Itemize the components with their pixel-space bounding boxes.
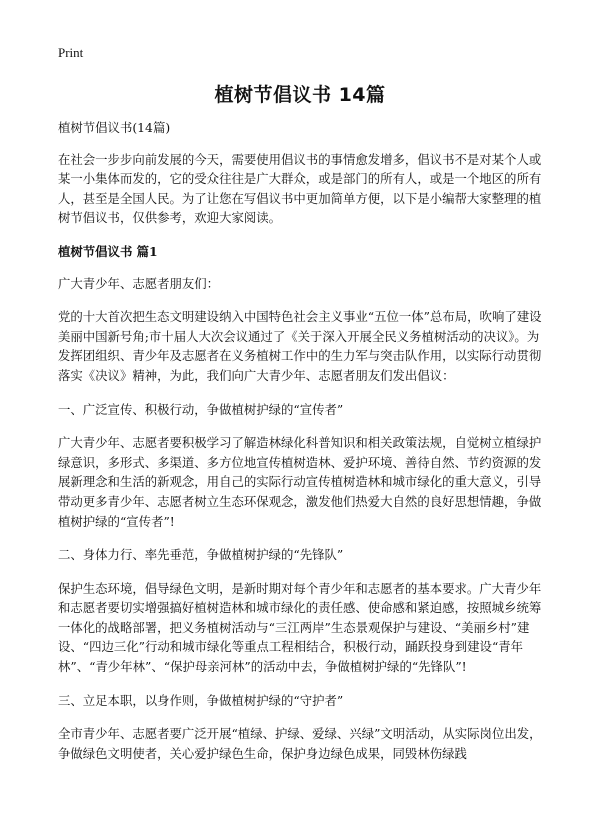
- body-paragraph: 广大青少年、志愿者要积极学习了解造林绿化科普知识和相关政策法规，自觉树立植绿护绿意识，多形式、多渠道、多方位地宣传植树造林、爱护环境、善待自然、节约资源的发展新理念和生活的新观念，用自己的实际行动宣传植树造林和城市绿化的重大意义，引导带动更多青少年、志愿者树立生态环保观念，激发他们热爱大自然的良好思想情趣，争做植树护绿的“宣传者”!: [58, 435, 542, 529]
- body-paragraph: 党的十大首次把生态文明建设纳入中国特色社会主义事业“五位一体”总布局，吹响了建设美丽中国新号角;市十届人大次会议通过了《关于深入开展全民义务植树活动的决议》。为发挥团组织、青少年及志愿者在义务植树工作中的生力军与突击队作用，以实际行动贯彻落实《决议》精神，为此，我们向广大青少年、志愿者朋友们发出倡议：: [58, 309, 542, 383]
- body-paragraph: 全市青少年、志愿者要广泛开展“植绿、护绿、爱绿、兴绿”文明活动，从实际岗位出发，争做绿色文明使者，关心爱护绿色生命，保护身边绿色成果，同毁林伤绿践: [58, 726, 542, 761]
- body-paragraph: 保护生态环境，倡导绿色文明，是新时期对每个青少年和志愿者的基本要求。广大青少年和志愿者要切实增强搞好植树造林和城市绿化的责任感、使命感和紧迫感，按照城乡统筹一体化的战略部署，把义务植树活动与“三江两岸”生态景观保护与建设、“美丽乡村”建设、“四边三化”行动和城市绿化等重点工程相结合，积极行动，踊跃投身到建设“青年林”、“青少年林”、“保护母亲河林”的活动中去，争做植树护绿的“先锋队”!: [58, 580, 542, 675]
- point-heading: 一、广泛宣传、积极行动，争做植树护绿的“宣传者”: [58, 401, 344, 417]
- print-link[interactable]: Print: [58, 45, 84, 60]
- point-heading: 三、立足本职，以身作则，争做植树护绿的“守护者”: [58, 692, 344, 708]
- section-heading: 植树节倡议书 篇1: [58, 243, 158, 259]
- point-heading: 二、身体力行、率先垂范，争做植树护绿的“先锋队”: [58, 547, 344, 563]
- document-body: [58, 118, 546, 777]
- intro-paragraph: 在社会一步步向前发展的今天，需要使用倡议书的事情愈发增多，倡议书不是对某个人或某一小集体而发的，它的受众往往是广大群众，或是部门的所有人，或是一个地区的所有人，甚至是全国人民。为了让您在写倡议书中更加简单方便，以下是小编帮大家整理的植树节倡议书，仅供参考，欢迎大家阅读。: [58, 151, 542, 226]
- document-subtitle: 植树节倡议书(14篇): [58, 120, 171, 135]
- greeting-paragraph: 广大青少年、志愿者朋友们：: [58, 275, 220, 291]
- page-title: 植树节倡议书 14篇: [214, 84, 386, 106]
